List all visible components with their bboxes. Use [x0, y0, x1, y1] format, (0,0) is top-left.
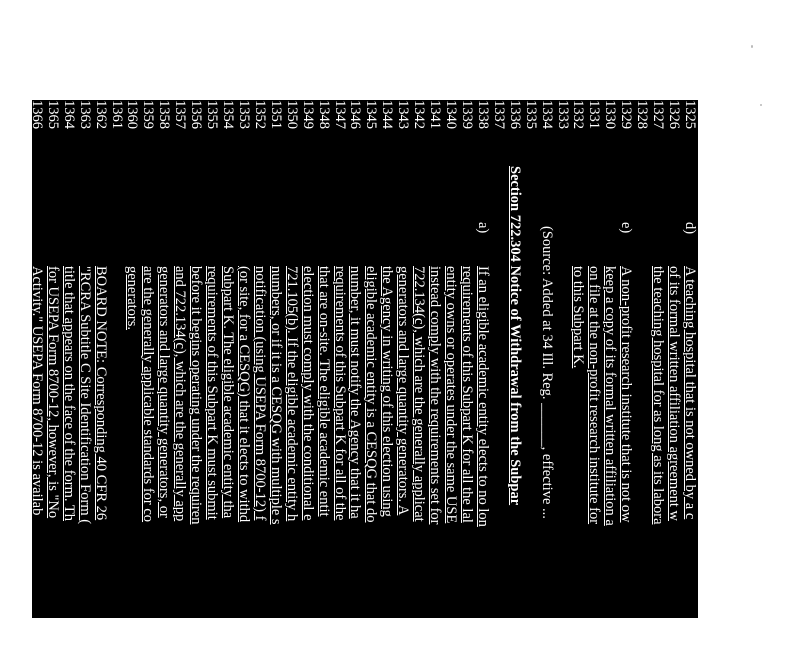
line-text: Subpart K. The eligible academic entity tha — [220, 266, 237, 519]
line-text: number, it must notify the Agency that it ha — [347, 266, 364, 519]
document-line — [300, 100, 316, 660]
line-number: 1357 — [172, 100, 189, 129]
document-line — [332, 100, 348, 660]
document-line — [252, 100, 268, 660]
document-line — [172, 100, 188, 660]
line-number: 1352 — [251, 100, 268, 129]
section-heading: Section 722.304 Notice of Withdrawal from the Subpar — [506, 166, 523, 506]
document-line — [443, 100, 459, 660]
scanned-page — [12, 100, 698, 618]
line-text: requirements of this Subpart K must submit — [204, 266, 221, 520]
line-text: instead comply with the requirements set for — [427, 266, 444, 525]
line-number: 1340 — [443, 100, 460, 129]
line-text: (or site, for a CESQG) that it elects to withd — [235, 266, 252, 523]
document-line — [634, 100, 650, 660]
document-line — [220, 100, 236, 660]
line-text: and 722.134(c), which are the generally app — [172, 266, 189, 522]
line-number: 1343 — [395, 100, 412, 129]
line-text: notification (using USEPA Form 8700-12) f — [251, 266, 268, 521]
document-line — [140, 100, 156, 660]
line-number: 1346 — [347, 100, 364, 129]
line-number: 1328 — [634, 100, 651, 129]
line-text: eligible academic entity is a CESQG that do — [363, 266, 380, 523]
document-line — [539, 100, 555, 660]
line-number: 1366 — [28, 100, 45, 129]
line-number: 1367 — [12, 100, 29, 129]
line-number: 1354 — [220, 100, 237, 129]
line-text: requirements of this Subpart K for all the lal — [458, 266, 475, 523]
line-number: 1350 — [283, 100, 300, 129]
line-text: A teaching hospital that is not owned by a c — [682, 266, 698, 520]
document-line — [395, 100, 411, 660]
line-text: "RCRA Subtitle C Site Identification Form ( — [76, 266, 93, 525]
subsection-marker: e) — [618, 222, 635, 234]
line-number: 1326 — [666, 100, 683, 129]
line-number: 1335 — [522, 100, 539, 129]
document-line — [427, 100, 443, 660]
line-text: title that appears on the face of the form. Th — [60, 266, 77, 521]
line-number: 1358 — [156, 100, 173, 129]
line-number: 1349 — [299, 100, 316, 129]
line-number: 1329 — [618, 100, 635, 129]
line-number: 1333 — [554, 100, 571, 129]
document-line — [156, 100, 172, 660]
line-number: 1364 — [60, 100, 77, 129]
scan-speck — [751, 45, 753, 48]
line-number: 1365 — [44, 100, 61, 129]
document-line — [109, 100, 125, 660]
document-line — [284, 100, 300, 660]
document-line — [555, 100, 571, 660]
line-number: 1342 — [411, 100, 428, 129]
line-text: BOARD NOTE: Corresponding 40 CFR 26 — [92, 266, 109, 521]
document-line — [363, 100, 379, 660]
line-text: that are on-site. The eligible academic entit — [315, 266, 332, 517]
line-number: 1339 — [458, 100, 475, 129]
document-line — [45, 100, 61, 660]
line-number: 1355 — [204, 100, 221, 129]
subsection-marker: d) — [682, 222, 698, 235]
document-line — [93, 100, 109, 660]
line-text: generators and large quantity generators, or — [156, 266, 173, 518]
line-number: 1337 — [490, 100, 507, 129]
document-line — [523, 100, 539, 660]
line-text: generators. — [124, 266, 141, 331]
line-text: are the generally applicable standards for co — [140, 266, 157, 523]
line-text: If an eligible academic entity elects to no lon — [474, 266, 491, 527]
line-number: 1353 — [235, 100, 252, 129]
line-number: 1348 — [315, 100, 332, 129]
subsection-marker: a) — [474, 222, 491, 234]
rotated-document-text — [12, 100, 698, 618]
line-number: 1331 — [586, 100, 603, 129]
line-text: election must comply with the conditional e — [299, 266, 316, 521]
document-line — [571, 100, 587, 660]
line-number: 1351 — [267, 100, 284, 129]
document-line — [204, 100, 220, 660]
document-line — [347, 100, 363, 660]
line-number: 1338 — [474, 100, 491, 129]
line-text: the Agency in writing of this election using — [379, 266, 396, 517]
line-number: 1363 — [76, 100, 93, 129]
line-number: 1334 — [538, 100, 555, 129]
line-text: A non-profit research institute that is not ow — [618, 266, 635, 523]
scan-speck — [760, 104, 762, 106]
line-number: 1341 — [427, 100, 444, 129]
document-line — [379, 100, 395, 660]
line-text: of its formal written affiliation agreement w — [666, 266, 683, 522]
document-line — [459, 100, 475, 660]
document-line — [602, 100, 618, 660]
line-text: for USEPA Form 8700-12, however, is "No — [44, 266, 61, 519]
line-number: 1345 — [363, 100, 380, 129]
document-line — [650, 100, 666, 660]
line-text: entity owns or operates under the same USE — [443, 266, 460, 524]
line-text: 721.105(b). If the eligible academic entity h — [283, 266, 300, 522]
line-number: 1330 — [602, 100, 619, 129]
document-line — [29, 100, 45, 660]
document-line — [411, 100, 427, 660]
document-line — [666, 100, 682, 660]
line-text: (217-782-6762). It is also available on-line — [12, 266, 29, 515]
line-number: 1360 — [124, 100, 141, 129]
document-line — [682, 100, 698, 660]
source-note: (Source: Added at 34 Ill. Reg. ______, effective ... — [538, 226, 555, 519]
line-number: 1344 — [379, 100, 396, 129]
line-text: keep a copy of its formal written affiliation a — [602, 266, 619, 526]
document-line — [475, 100, 491, 660]
line-text: on file at the non-profit research institute for — [586, 266, 603, 525]
line-number: 1332 — [570, 100, 587, 129]
document-line — [188, 100, 204, 660]
line-text: the teaching hospital for as long as its labora — [650, 266, 667, 525]
line-number: 1359 — [140, 100, 157, 129]
line-text: requirements of this Subpart K for all of the — [331, 266, 348, 521]
line-text: 722.134(c), which are the generally applicat — [411, 266, 428, 522]
document-line — [236, 100, 252, 660]
document-line — [77, 100, 93, 660]
line-number: 1325 — [682, 100, 698, 129]
document-line — [124, 100, 140, 660]
line-number: 1327 — [650, 100, 667, 129]
line-text: Activity." USEPA Form 8700-12 is availab — [28, 266, 45, 516]
line-text: generators and large quantity generators. A — [395, 266, 412, 516]
document-line — [268, 100, 284, 660]
document-line — [316, 100, 332, 660]
line-number: 1336 — [506, 100, 523, 129]
line-text: before it begins operating under the requiren — [188, 266, 205, 525]
line-number: 1356 — [188, 100, 205, 129]
document-line — [61, 100, 77, 660]
document-line — [586, 100, 602, 660]
document-line — [491, 100, 507, 660]
line-text: to this Subpart K. — [570, 266, 587, 369]
line-text: numbers, or if it is a CESQG with multiple s — [267, 266, 284, 525]
document-line — [618, 100, 634, 660]
line-number: 1361 — [108, 100, 125, 129]
line-number: 1362 — [92, 100, 109, 129]
document-line — [13, 100, 29, 660]
line-number: 1347 — [331, 100, 348, 129]
document-line — [507, 100, 523, 660]
